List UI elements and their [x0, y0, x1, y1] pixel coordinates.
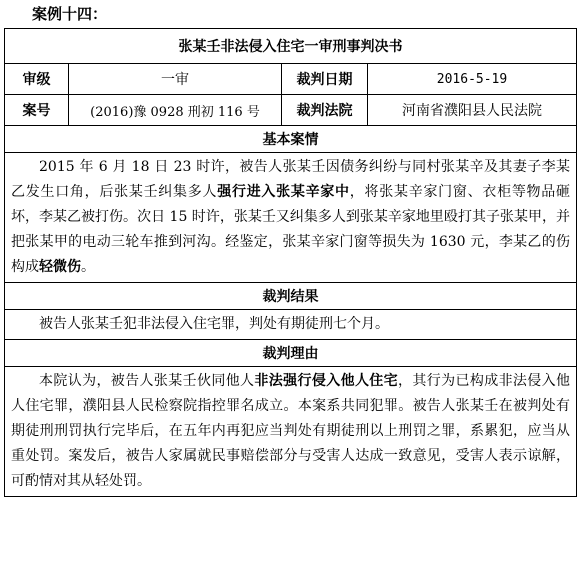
result-text: 被告人张某壬犯非法侵入住宅罪，判处有期徒刑七个月。: [39, 316, 389, 332]
case-label: 案例十四：: [32, 5, 108, 23]
case-number-label: 案号: [5, 95, 69, 126]
reasoning-text: ，其行为已构成非法侵入他人住宅罪，濮阳县人民检察院指控罪名成立。本案系共同犯罪。被告人张某壬在被判处有期徒刑刑罚执行完毕后，在五年内再犯应当判处有期徒刑以上刑罚之罪，系累犯，应当从重处罚。案发后，被告人家属就民事赔偿部分与受害人达成一致意见，受害人表示谅解，可酌情对其从轻处罚。: [11, 373, 571, 489]
reasoning-body: [5, 367, 577, 497]
level-value: 一审: [69, 64, 282, 95]
date-label: 裁判日期: [282, 64, 368, 95]
judgment-table: [4, 28, 577, 497]
facts-emphasis: 轻微伤: [39, 259, 81, 275]
reasoning-text: 本院认为，被告人张某壬伙同他人: [39, 373, 255, 389]
court-value: 河南省濮阳县人民法院: [368, 95, 577, 126]
case-number-value: (2016)豫 0928 刑初 116 号: [69, 95, 282, 126]
facts-text: 。: [81, 259, 95, 275]
facts-body: [5, 153, 577, 283]
court-label: 裁判法院: [282, 95, 368, 126]
document-title: 张某壬非法侵入住宅一审刑事判决书: [5, 29, 577, 64]
reasoning-emphasis: 非法强行侵入他人住宅: [254, 373, 399, 389]
reasoning-heading: 裁判理由: [5, 340, 577, 367]
date-value: 2016-5-19: [368, 64, 577, 95]
facts-heading: 基本案情: [5, 126, 577, 153]
facts-text: ，将张某辛家门窗、衣柜等物品砸坏，李某乙被打伤。次日 15 时许，张某壬又纠集多人到张某辛家地里殴打其子张某甲，并把张某甲的电动三轮车推到河沟。经鉴定，张某辛家门窗等损失为 1630 元，李某乙的伤构成: [11, 184, 571, 275]
result-body: [5, 310, 577, 340]
facts-emphasis: 强行进入张某辛家中: [217, 184, 350, 200]
facts-text: 2015 年 6 月 18 日 23 时许，被告人张某壬因债务纠纷与同村张某辛及其妻子李某乙发生口角，后张某壬纠集多人: [11, 159, 570, 200]
level-label: 审级: [5, 64, 69, 95]
result-heading: 裁判结果: [5, 283, 577, 310]
